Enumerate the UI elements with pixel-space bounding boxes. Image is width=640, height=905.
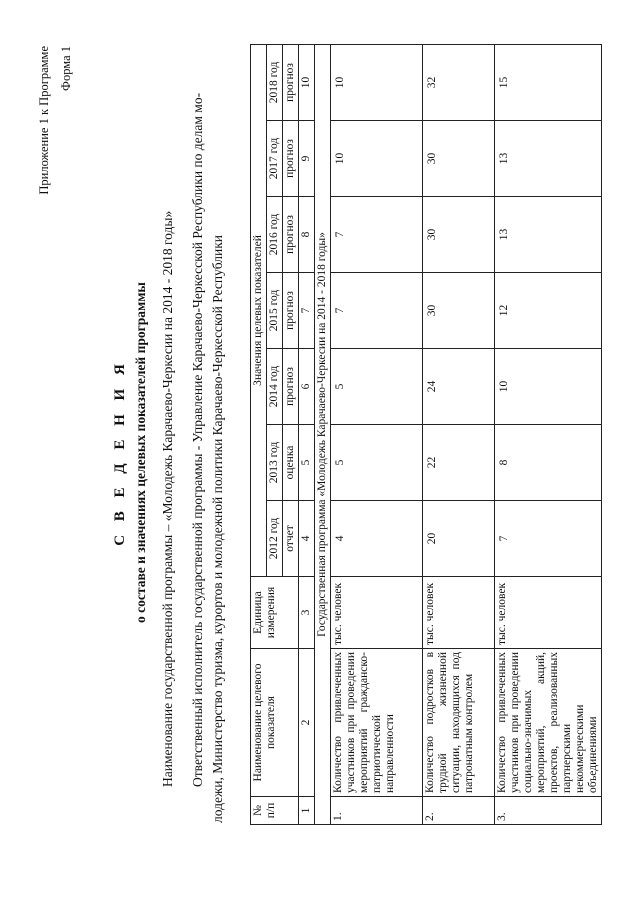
column-number: 2 <box>299 649 315 797</box>
value-cell: 13 <box>495 121 602 197</box>
year-header: 2017 год <box>267 121 283 197</box>
row-number: 2. <box>423 797 495 825</box>
program-row-label: Государственная программа «Молодежь Карачаево-Черкесии на 2014 - 2018 годы» <box>315 44 331 824</box>
program-name: Наименование государственной программы – «Молодежь Карачаево-Черкесии на 2014 - 2018 годы» <box>160 210 175 787</box>
value-cell: 20 <box>423 501 495 577</box>
form-label: Форма 1 <box>59 46 73 91</box>
value-cell: 5 <box>331 425 423 501</box>
appendix-note: Приложение 1 к Программе <box>37 46 51 195</box>
year-header: 2018 год <box>267 44 283 120</box>
column-number: 8 <box>299 197 315 273</box>
header-row <box>251 44 267 824</box>
value-type: оценка <box>283 425 299 501</box>
value-cell: 7 <box>331 197 423 273</box>
value-cell: 10 <box>331 121 423 197</box>
value-type: прогноз <box>283 121 299 197</box>
value-cell: 12 <box>495 273 602 349</box>
value-type: прогноз <box>283 197 299 273</box>
unit-cell: тыс. человек <box>423 577 495 649</box>
value-cell: 7 <box>331 273 423 349</box>
indicator-name: Количество привлеченных участников при проведении социально-значимых мероприятий, акций, проектов, реализованных партнерскими некоммерческими объединениями <box>495 649 602 797</box>
value-cell: 7 <box>495 501 602 577</box>
value-cell: 24 <box>423 349 495 425</box>
value-cell: 30 <box>423 273 495 349</box>
column-number: 4 <box>299 501 315 577</box>
value-cell: 30 <box>423 121 495 197</box>
responsible-executor-line2: лодежи, Министерство туризма, курортов и молодежной политики Карачаево-Черкесской Республики <box>210 235 225 823</box>
table-row <box>423 44 495 824</box>
row-number: 1. <box>331 797 423 825</box>
value-type: прогноз <box>283 349 299 425</box>
value-cell: 10 <box>495 349 602 425</box>
year-header: 2015 год <box>267 273 283 349</box>
value-cell: 8 <box>495 425 602 501</box>
value-cell: 10 <box>331 44 423 120</box>
unit-cell: тыс. человек <box>495 577 602 649</box>
value-type: прогноз <box>283 44 299 120</box>
col-header-name: Наименование целевого показателя <box>251 649 299 797</box>
value-type: отчет <box>283 501 299 577</box>
indicator-name: Количество подростков в трудной жизненной ситуации, находящихся под патронатным контролем <box>423 649 495 797</box>
program-row <box>315 44 331 824</box>
indicators-table <box>250 44 602 825</box>
year-header: 2014 год <box>267 349 283 425</box>
value-type: прогноз <box>283 273 299 349</box>
year-header: 2013 год <box>267 425 283 501</box>
column-number: 7 <box>299 273 315 349</box>
responsible-executor-line1: Ответственный исполнитель государственной программы - Управление Карачаево-Черкесской Республики по делам мо- <box>190 92 205 787</box>
value-cell: 30 <box>423 197 495 273</box>
indicator-name: Количество привлеченных участников при проведении мероприятий гражданско-патриотической направленности <box>331 649 423 797</box>
value-cell: 15 <box>495 44 602 120</box>
year-header: 2012 год <box>267 501 283 577</box>
column-number: 5 <box>299 425 315 501</box>
row-number: 3. <box>495 797 602 825</box>
col-header-num: № п/п <box>251 797 299 825</box>
column-number: 6 <box>299 349 315 425</box>
col-header-values: Значения целевых показателей <box>251 44 267 576</box>
document-title: С В Е Д Е Н И Я <box>112 359 128 546</box>
column-number: 10 <box>299 44 315 120</box>
value-cell: 5 <box>331 349 423 425</box>
unit-cell: тыс. человек <box>331 577 423 649</box>
value-cell: 22 <box>423 425 495 501</box>
column-numbers-row <box>299 44 315 824</box>
col-header-unit: Единица измерения <box>251 577 299 649</box>
value-cell: 32 <box>423 44 495 120</box>
column-number: 1 <box>299 797 315 825</box>
value-cell: 13 <box>495 197 602 273</box>
column-number: 9 <box>299 121 315 197</box>
table-row <box>331 44 423 824</box>
value-cell: 4 <box>331 501 423 577</box>
column-number: 3 <box>299 577 315 649</box>
year-header: 2016 год <box>267 197 283 273</box>
table-row <box>495 44 602 824</box>
document-subtitle: о составе и значениях целевых показателей программы <box>133 282 148 623</box>
